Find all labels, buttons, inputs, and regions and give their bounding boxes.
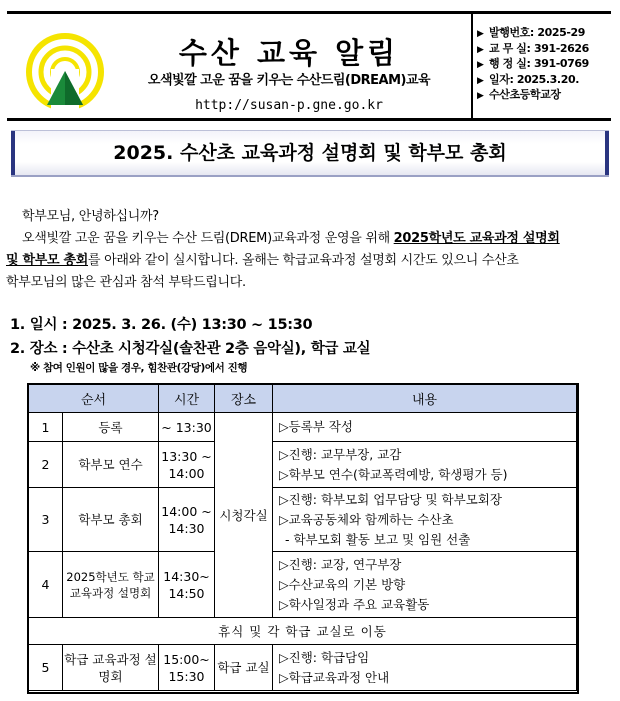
school-url[interactable]: http://susan-p.gne.go.kr	[195, 98, 383, 113]
col-header-place: 장소	[215, 385, 273, 413]
arrow-bullet-icon: ▶	[477, 44, 484, 55]
row-time: 14:00 ~ 14:30	[159, 488, 215, 552]
row-time: ~ 13:30	[159, 413, 215, 442]
row-content: ▷등록부 작성	[273, 413, 577, 442]
arrow-bullet-icon: ▶	[477, 91, 484, 101]
break-row	[29, 618, 577, 645]
row-time: 15:00~ 15:30	[159, 645, 215, 691]
header-bottom-rule	[7, 118, 611, 121]
row-number: 5	[29, 645, 63, 691]
row-number: 4	[29, 552, 63, 618]
header-top-rule	[7, 11, 611, 14]
row-time: 13:30 ~ 14:00	[159, 442, 215, 488]
break-text: 휴식 및 각 학급 교실로 이동	[29, 618, 577, 645]
office-phone: ▶ 교 무 실: 391-2626	[477, 41, 611, 57]
row-name: 2025학년도 학교 교육과정 설명회	[63, 552, 159, 618]
arrow-bullet-icon: ▶	[477, 60, 484, 70]
issue-number: ▶ 발행번호: 2025-29	[477, 25, 611, 41]
row-content: ▷진행: 교장, 연구부장 ▷수산교육의 기본 방향 ▷학사일정과 주요 교육활동	[273, 552, 577, 618]
row-name: 학부모 연수	[63, 442, 159, 488]
event-title: 2025. 수산초 교육과정 설명회 및 학부모 총회	[113, 142, 507, 164]
intro-paragraph	[6, 206, 610, 294]
issuer: ▶ 수산초등학교장	[477, 87, 611, 103]
event-banner	[11, 130, 609, 177]
school-logo-icon	[23, 29, 107, 115]
event-place: 2. 장소 : 수산초 시청각실(솔찬관 2층 음악실), 학급 교실	[10, 341, 371, 357]
row-number: 1	[29, 413, 63, 442]
intro-line-2: 및 학부모 총회를 아래와 같이 실시합니다. 올해는 학급교육과정 설명회 시간도 있으니 수산초	[6, 253, 519, 268]
newsletter-header	[7, 11, 611, 121]
row-content: ▷진행: 학급담임 ▷학급교육과정 안내	[273, 645, 577, 691]
header-divider	[471, 14, 473, 118]
intro-line-3: 학부모님의 많은 관심과 참석 부탁드립니다.	[6, 275, 246, 290]
row-name: 학급 교육과정 설명회	[63, 645, 159, 691]
issue-info	[477, 25, 611, 103]
arrow-bullet-icon: ▶	[477, 75, 484, 86]
table-row	[29, 645, 577, 691]
col-header-time: 시간	[159, 385, 215, 413]
table-row	[29, 442, 577, 488]
col-header-order: 순서	[29, 385, 159, 413]
schedule-table	[28, 384, 577, 691]
row-time: 14:30~ 14:50	[159, 552, 215, 618]
shared-place-cell: 시청각실	[215, 413, 273, 618]
table-header-row	[29, 385, 577, 413]
intro-line-1: 오색빛깔 고운 꿈을 키우는 수산 드림(DREM)교육과정 운영을 위해 2025학년도 교육과정 설명회	[22, 231, 560, 246]
row-number: 3	[29, 488, 63, 552]
newsletter-title: 수산 교육 알림	[178, 36, 400, 70]
table-row	[29, 552, 577, 618]
admin-phone: ▶ 행 정 실: 391-0769	[477, 56, 611, 72]
row-content: ▷진행: 학부모회 업무담당 및 학부모회장 ▷교육공동체와 함께하는 수산초 - 학부모회 활동 보고 및 임원 선출	[273, 488, 577, 552]
col-header-content: 내용	[273, 385, 577, 413]
greeting: 학부모님, 안녕하십니까?	[22, 209, 159, 224]
highlight-event-name: 2025학년도 교육과정 설명회	[393, 231, 560, 246]
row-content: ▷진행: 교무부장, 교감 ▷학부모 연수(학교폭력예방, 학생평가 등)	[273, 442, 577, 488]
issue-date: ▶ 일자: 2025.3.20.	[477, 72, 611, 88]
table-row	[29, 413, 577, 442]
row-number: 2	[29, 442, 63, 488]
event-date: 1. 일시 : 2025. 3. 26. (수) 13:30 ~ 15:30	[10, 317, 313, 333]
arrow-bullet-icon: ▶	[477, 29, 484, 39]
school-slogan: 오색빛깔 고운 꿈을 키우는 수산드림(DREAM)교육	[147, 73, 431, 88]
highlight-assembly: 및 학부모 총회	[6, 253, 88, 268]
row-place: 학급 교실	[215, 645, 273, 691]
row-name: 등록	[63, 413, 159, 442]
table-row	[29, 488, 577, 552]
venue-note: ※ 참여 인원이 많을 경우, 힘찬관(강당)에서 진행	[30, 362, 248, 374]
row-name: 학부모 총회	[63, 488, 159, 552]
